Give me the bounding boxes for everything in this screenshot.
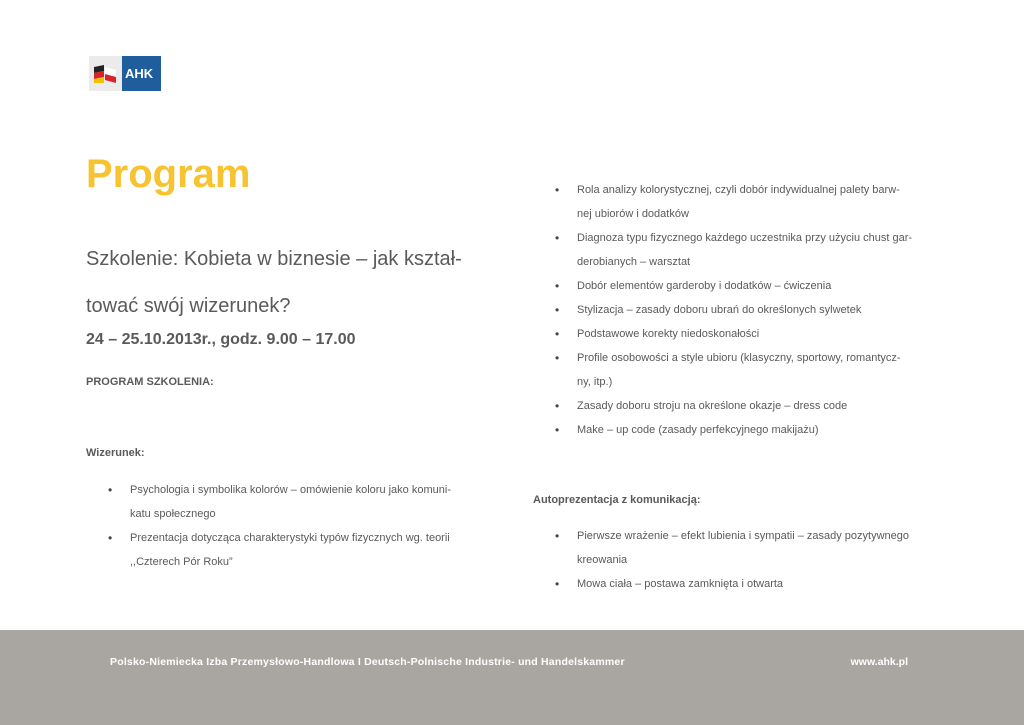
list-item: • Pierwsze wrażenie – efekt lubienia i sympatii – zasady pozytywnego kreowania — [555, 524, 955, 572]
program-label: PROGRAM SZKOLENIA: — [86, 376, 214, 388]
footer-website[interactable]: www.ahk.pl — [850, 656, 908, 668]
list-item: • Make – up code (zasady perfekcyjnego makijażu) — [555, 418, 955, 442]
list-item: • Mowa ciała – postawa zamknięta i otwarta — [555, 572, 955, 596]
autoprezentacja-list — [555, 524, 955, 596]
autoprezentacja-label: Autoprezentacja z komunikacją: — [533, 494, 701, 506]
training-title-line-1: Szkolenie: Kobieta w biznesie – jak kształ- — [86, 248, 462, 270]
ahk-logo — [89, 56, 161, 91]
training-title — [86, 236, 486, 330]
wizerunek-label: Wizerunek: — [86, 447, 145, 459]
list-item: • Profile osobowości a style ubioru (klasyczny, sportowy, romantycz- ny, itp.) — [555, 346, 955, 394]
wizerunek-list — [108, 478, 498, 574]
list-item: • Stylizacja – zasady doboru ubrań do określonych sylwetek — [555, 298, 955, 322]
list-item: • Psychologia i symbolika kolorów – omówienie koloru jako komuni- katu społecznego — [108, 478, 498, 526]
list-item: • Podstawowe korekty niedoskonałości — [555, 322, 955, 346]
footer-bar — [0, 630, 1024, 725]
program-topics-list — [555, 178, 955, 442]
logo-text: AHK — [122, 56, 161, 91]
footer-chamber-name: Polsko-Niemiecka Izba Przemysłowo-Handlowa I Deutsch-Polnische Industrie- und Handelskammer — [110, 656, 625, 668]
list-item: • Dobór elementów garderoby i dodatków – ćwiczenia — [555, 274, 955, 298]
training-date: 24 – 25.10.2013r., godz. 9.00 – 17.00 — [86, 331, 356, 348]
training-title-line-2: tować swój wizerunek? — [86, 295, 291, 317]
list-item: • Diagnoza typu fizycznego każdego uczestnika przy użyciu chust gar- derobianych – warsztat — [555, 226, 955, 274]
flag-icon — [94, 65, 116, 83]
page-title: Program — [86, 152, 251, 196]
list-item: • Zasady doboru stroju na określone okazje – dress code — [555, 394, 955, 418]
list-item: • Prezentacja dotycząca charakterystyki typów fizycznych wg. teorii ,,Czterech Pór Roku” — [108, 526, 498, 574]
list-item: • Rola analizy kolorystycznej, czyli dobór indywidualnej palety barw- nej ubiorów i dodatków — [555, 178, 955, 226]
